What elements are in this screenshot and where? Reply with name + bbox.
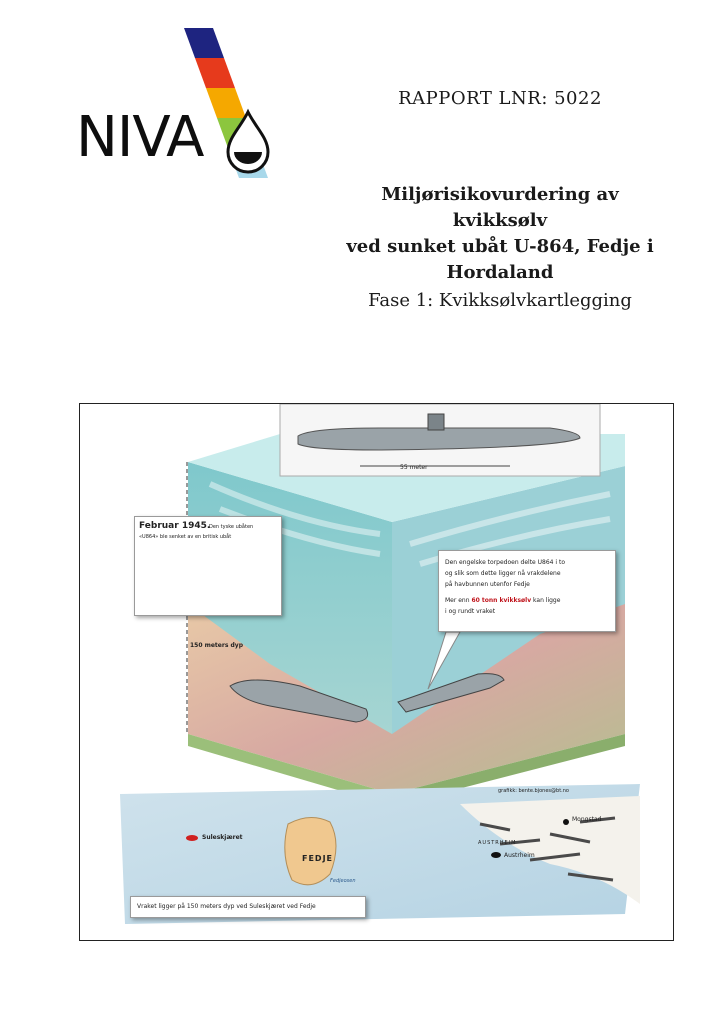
- title-line-3: Hordaland: [446, 262, 554, 283]
- report-number: RAPPORT LNR: 5022: [398, 88, 602, 109]
- report-title: [340, 182, 660, 286]
- torpedo-callout: [438, 550, 616, 632]
- callout-line-3: på havbunnen utenfor Fedje: [445, 581, 530, 588]
- callout-line-2: og slik som dette ligger nå vrakdelene: [445, 570, 561, 577]
- place-suleskjaeret: Suleskjæret: [202, 834, 243, 841]
- callout-line-5: i og rundt vraket: [445, 608, 496, 615]
- feb-text-2: «U864» ble senket av en britisk ubåt: [139, 534, 232, 540]
- place-mongstad: Mongstad: [572, 816, 602, 823]
- place-fedjeosen: Fedjeosen: [330, 878, 356, 884]
- graphic-credit: grafikk: bente.bjones@bt.no: [498, 788, 569, 794]
- report-subtitle: Fase 1: Kvikksølvkartlegging: [368, 290, 632, 311]
- depth-label: 150 meters dyp: [190, 642, 243, 649]
- title-line-1: Miljørisikovurdering av kvikksølv: [381, 184, 619, 231]
- feb-text-1: Den tyske ubåten: [209, 524, 254, 530]
- mercury-highlight: 60 tonn kvikksølv: [471, 597, 532, 604]
- place-austrheim: Austrheim: [504, 852, 535, 859]
- niva-logo: [76, 28, 286, 180]
- place-fedje: FEDJE: [302, 854, 334, 863]
- bottom-caption-box: [130, 896, 366, 918]
- bottom-caption: Vraket ligger på 150 meters dyp ved Suleskjæret ved Fedje: [137, 903, 316, 910]
- title-line-2: ved sunket ubåt U-864, Fedje i: [346, 236, 654, 257]
- callout-line-4-pre: Mer enn: [445, 597, 472, 604]
- cover-infographic: [79, 403, 674, 941]
- callout-line-4: [445, 597, 560, 604]
- callout-line-1: Den engelske torpedoen delte U864 i to: [445, 559, 566, 566]
- callout-line-4-post: kan ligge: [531, 597, 561, 604]
- scale-label: 55 meter: [400, 464, 428, 471]
- feb-heading: Februar 1945.: [139, 521, 211, 531]
- feb-1945-box: [134, 516, 282, 616]
- logo-text: NIVA: [76, 105, 204, 170]
- infographic-illustration: [80, 404, 673, 940]
- place-austrheim-region: AUSTRHEIM: [478, 840, 517, 846]
